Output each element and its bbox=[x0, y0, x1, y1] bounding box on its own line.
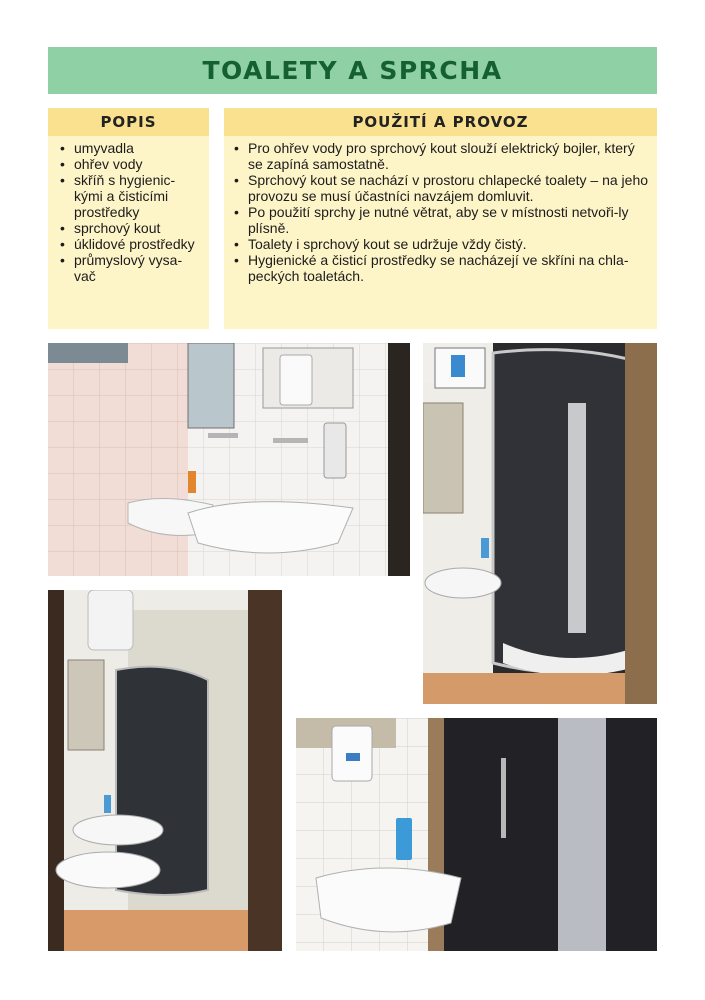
page-title: TOALETY A SPRCHA bbox=[202, 56, 503, 85]
list-item: • skříň s hygienic-kými a čisticími prostředky bbox=[60, 172, 203, 220]
provoz-box bbox=[224, 108, 657, 329]
photo-washbasins bbox=[48, 343, 410, 576]
popis-heading: POPIS bbox=[48, 108, 209, 136]
list-item: • průmyslový vysa-vač bbox=[60, 252, 203, 284]
provoz-list bbox=[224, 140, 657, 284]
photo-toilet-room bbox=[48, 590, 282, 951]
photo-shower-cabin bbox=[423, 343, 657, 704]
list-item: • Pro ohřev vody pro sprchový kout slouží elektrický bojler, který se zapíná samostatně. bbox=[234, 140, 649, 172]
list-item: • Po použití sprchy je nutné větrat, aby se v místnosti netvoři-ly plísně. bbox=[234, 204, 649, 236]
list-item: • Hygienické a čisticí prostředky se nacházejí ve skříni na chla-peckých toaletách. bbox=[234, 252, 649, 284]
provoz-heading: POUŽITÍ A PROVOZ bbox=[224, 108, 657, 136]
list-item: • Sprchový kout se nachází v prostoru chlapecké toalety – na jeho provozu se musí účastníci navzájem domluvit. bbox=[234, 172, 649, 204]
title-band bbox=[48, 47, 657, 94]
list-item: • Toalety i sprchový kout se udržuje vždy čistý. bbox=[234, 236, 649, 252]
photo-heater-shower-panel bbox=[296, 718, 657, 951]
list-item: • umyvadla bbox=[60, 140, 203, 156]
popis-list bbox=[48, 140, 209, 284]
list-item: • úklidové prostředky bbox=[60, 236, 203, 252]
list-item: • sprchový kout bbox=[60, 220, 203, 236]
list-item: • ohřev vody bbox=[60, 156, 203, 172]
popis-box bbox=[48, 108, 209, 329]
